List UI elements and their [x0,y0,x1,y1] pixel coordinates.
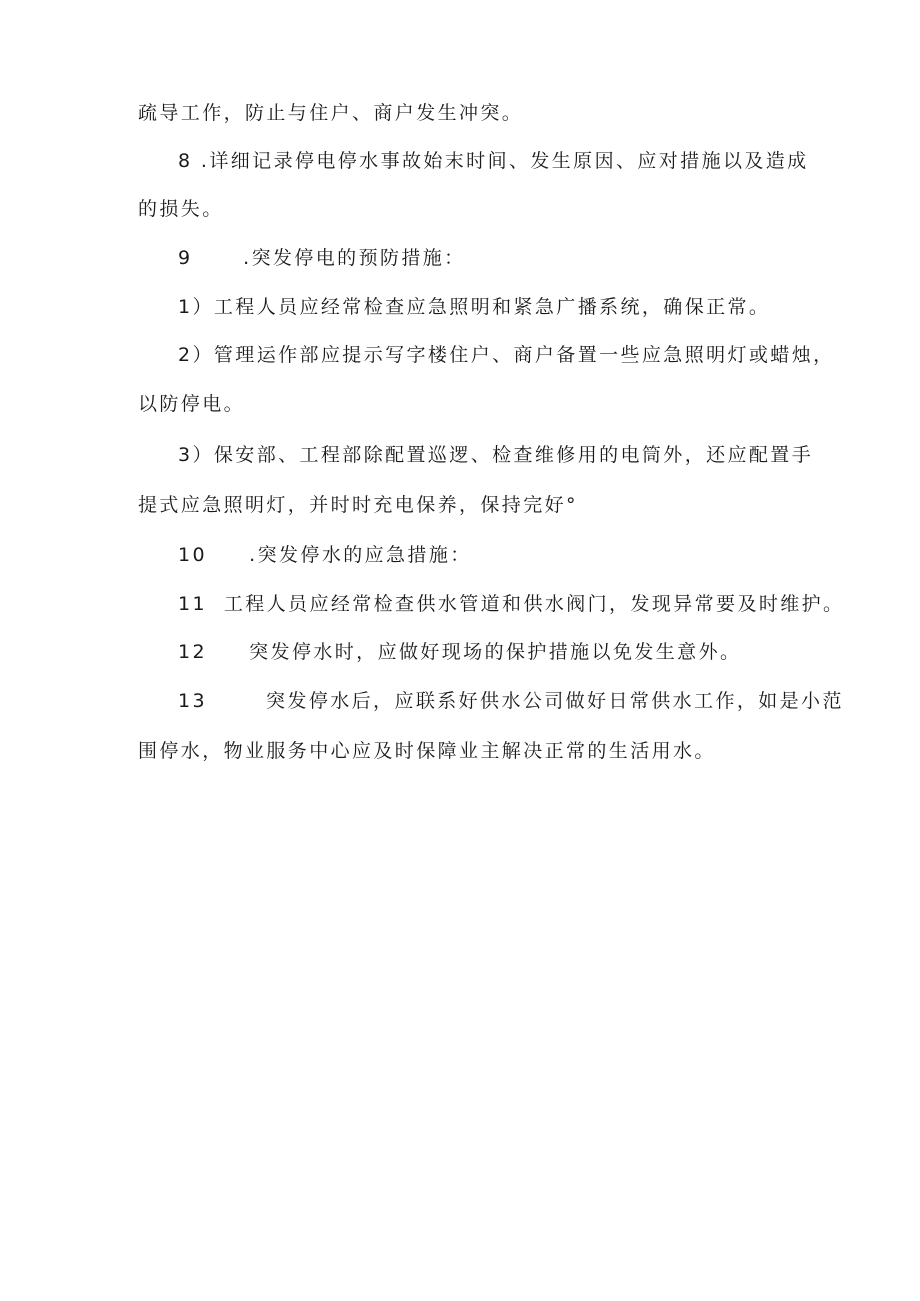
paragraph-line-5: 1）工程人员应经常检查应急照明和紧急广播系统，确保正常。 [178,296,771,318]
paragraph-line-2: 8 .详细记录停电停水事故始末时间、发生原因、应对措施以及造成 [178,150,809,172]
paragraph-line-11: 11 工程人员应经常检查供水管道和供水阀门，发现异常要及时维护。 [178,593,845,615]
paragraph-line-3: 的损失。 [138,198,224,220]
paragraph-line-1: 疏导工作，防止与住户、商户发生冲突。 [138,102,524,124]
paragraph-line-8: 3）保安部、工程部除配置巡逻、检查维修用的电筒外，还应配置手 [178,444,814,466]
paragraph-line-7: 以防停电。 [138,393,246,415]
paragraph-line-4: 9 .突发停电的预防措施： [178,247,466,269]
paragraph-line-12: 12 突发停水时，应做好现场的保护措施以免发生意外。 [178,641,742,663]
paragraph-line-6: 2）管理运作部应提示写字楼住户、商户备置一些应急照明灯或蜡烛， [178,344,835,366]
paragraph-line-10: 10 .突发停水的应急措施： [178,544,472,566]
paragraph-line-14: 围停水，物业服务中心应及时保障业主解决正常的生活用水。 [138,740,716,762]
paragraph-line-9: 提式应急照明灯，并时时充电保养，保持完好° [138,494,578,516]
paragraph-line-13: 13 突发停水后，应联系好供水公司做好日常供水工作，如是小范 [178,690,844,712]
